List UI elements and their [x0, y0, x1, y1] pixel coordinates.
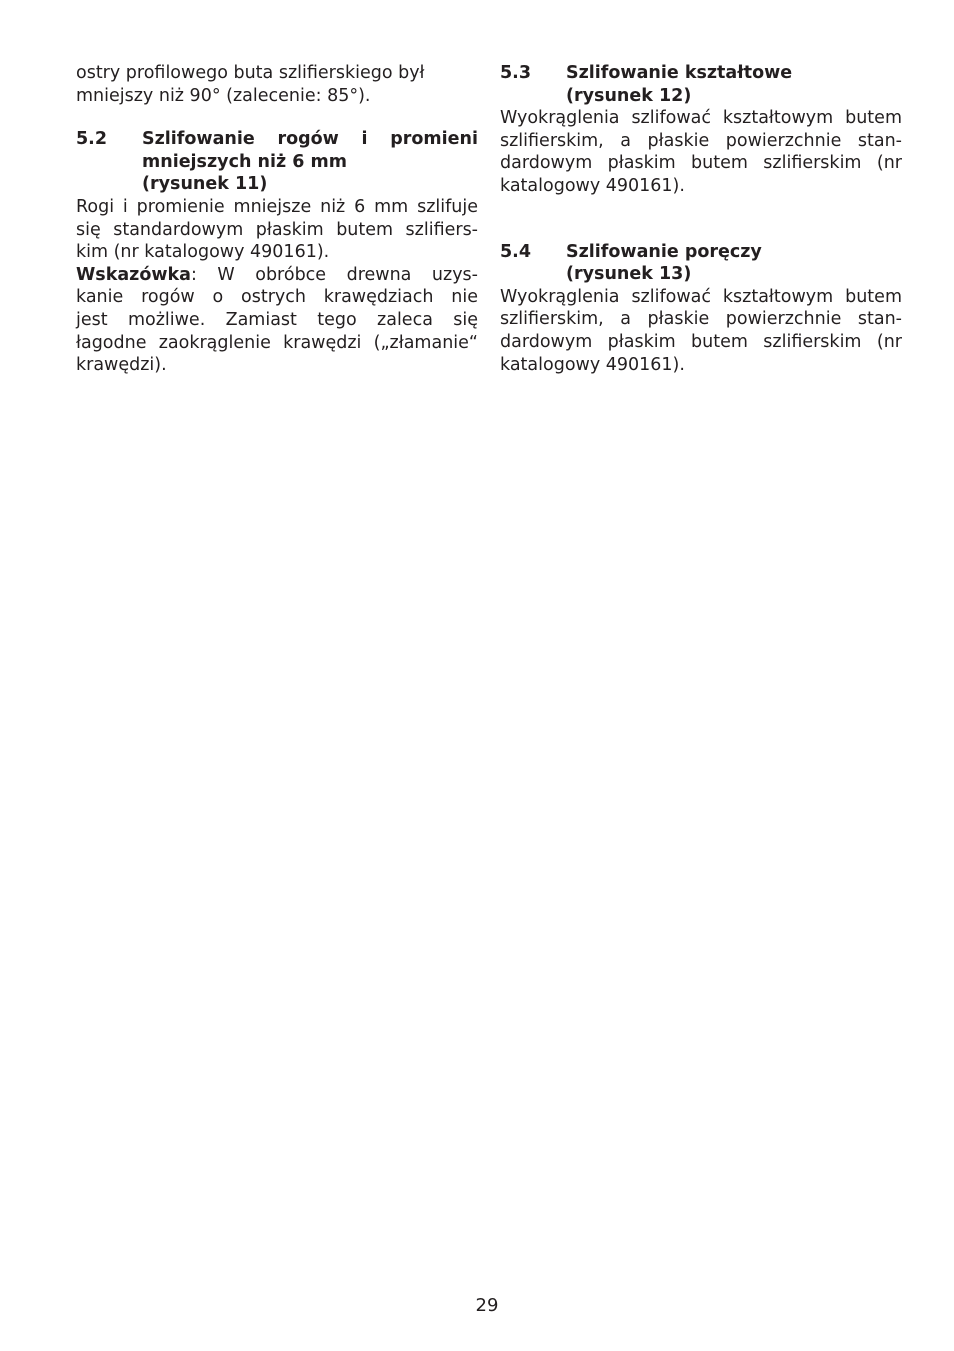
- left-column: [76, 62, 478, 377]
- body-line-1: Wyokrąglenia szlifować kształtowym butem: [500, 286, 902, 307]
- body-line-4: katalogowy 490161).: [500, 175, 685, 196]
- spacer: [500, 198, 902, 241]
- intro-line-2: mniejszy niż 90° (zalecenie: 85°).: [76, 85, 371, 106]
- section-5-2-note: [76, 264, 478, 377]
- section-number: 5.2: [76, 129, 108, 150]
- body-line-2: się standardowym płaskim butem szlifiers-: [76, 219, 478, 240]
- section-title-line-3: (rysunek 11): [142, 174, 268, 195]
- body-line-3: dardowym płaskim butem szlifierskim (nr: [500, 153, 902, 174]
- intro-paragraph: [76, 62, 478, 107]
- note-label: Wskazówka: [76, 264, 191, 285]
- note-line-4: łagodne zaokrąglenie krawędzi („złamanie“: [76, 332, 478, 353]
- section-number: 5.3: [500, 63, 532, 83]
- note-line-1-rest: : W obróbce drewna uzys-: [191, 264, 478, 285]
- section-title-line-1: Szlifowanie poręczy: [566, 241, 762, 262]
- body-line-1: Rogi i promienie mniejsze niż 6 mm szlifuje: [76, 196, 478, 217]
- section-5-2-body: [76, 196, 478, 264]
- right-column: [500, 62, 902, 376]
- section-5-2-heading: [76, 128, 478, 196]
- section-5-3-heading: [500, 62, 902, 107]
- section-title: [566, 62, 902, 107]
- section-5-4-body: [500, 286, 902, 376]
- section-5-3-body: [500, 107, 902, 197]
- body-line-4: katalogowy 490161).: [500, 354, 685, 375]
- section-5-4-heading: [500, 241, 902, 286]
- section-title: [566, 241, 902, 286]
- section-title-line-2: (rysunek 13): [566, 264, 692, 285]
- body-line-1: Wyokrąglenia szlifować kształtowym butem: [500, 108, 902, 129]
- spacer: [76, 107, 478, 128]
- body-line-3: dardowym płaskim butem szlifierskim (nr: [500, 331, 902, 352]
- note-line-2: kanie rogów o ostrych krawędziach nie: [76, 287, 478, 308]
- body-line-2: szlifierskim, a płaskie powierzchnie stan-: [500, 309, 902, 330]
- section-title-line-2: mniejszych niż 6 mm: [142, 151, 347, 172]
- section-title-line-1: Szlifowanie rogów i promieni: [142, 129, 478, 150]
- page-number: 29: [475, 1295, 499, 1316]
- intro-line-1: ostry profilowego buta szlifierskiego był: [76, 63, 425, 83]
- body-line-3: kim (nr katalogowy 490161).: [76, 242, 330, 263]
- note-line-1: [76, 264, 478, 287]
- section-title-line-1: Szlifowanie kształtowe: [566, 63, 793, 83]
- section-number: 5.4: [500, 241, 532, 262]
- section-title-line-2: (rysunek 12): [566, 85, 692, 106]
- note-line-5: krawędzi).: [76, 355, 167, 376]
- body-line-2: szlifierskim, a płaskie powierzchnie stan-: [500, 130, 902, 151]
- section-title: [142, 128, 478, 196]
- note-line-3: jest możliwe. Zamiast tego zaleca się: [76, 309, 478, 330]
